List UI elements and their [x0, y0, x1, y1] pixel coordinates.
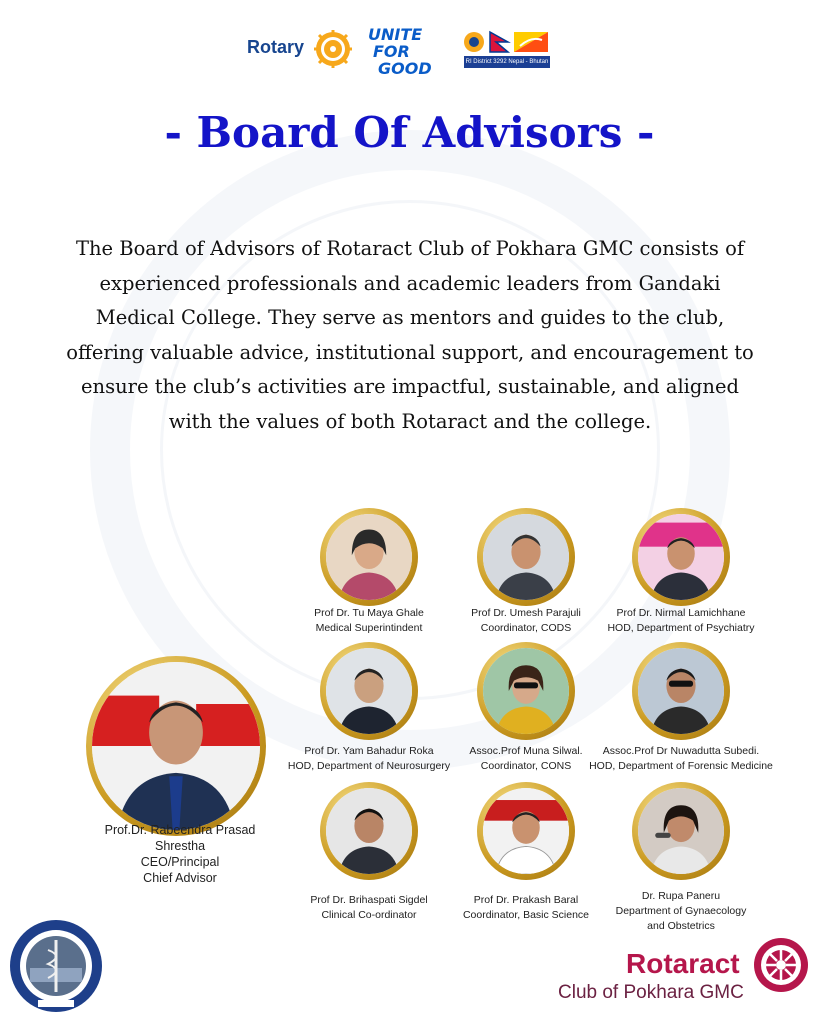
rotary-logo-text: Rotary	[247, 37, 305, 57]
advisor-name: Prof Dr. Nirmal Lamichhane	[616, 607, 746, 619]
portrait-placeholder-icon	[638, 514, 724, 600]
header-logos	[0, 12, 819, 78]
advisor-photo	[477, 642, 575, 740]
advisor-caption	[591, 606, 771, 636]
unite-line-2: FOR	[373, 42, 410, 61]
chief-advisor-name-line-1: Prof.Dr. Rabeendra Prasad	[104, 823, 256, 837]
advisor-name: Prof Dr. Tu Maya Ghale	[314, 607, 424, 619]
advisor-role: HOD, Department of Psychiatry	[607, 622, 755, 634]
rotary-wheel-icon	[313, 29, 353, 69]
advisor-role-continued: and Obstetrics	[647, 920, 715, 932]
district-label: RI District 3292 Nepal - Bhutan	[464, 56, 550, 68]
advisor-role: Clinical Co-ordinator	[321, 909, 417, 921]
advisor-photo	[632, 508, 730, 606]
rotaract-logo-text: Rotaract	[626, 948, 740, 979]
advisor-caption	[446, 606, 606, 636]
advisor-role: Coordinator, CODS	[480, 622, 572, 634]
portrait-placeholder-icon	[638, 648, 724, 734]
chief-advisor-title: CEO/Principal	[140, 855, 220, 869]
rotaract-wheel-icon	[752, 936, 810, 994]
page-title: - Board Of Advisors -	[164, 108, 655, 157]
advisor-caption	[269, 744, 469, 774]
portrait-placeholder-icon	[326, 788, 412, 874]
portrait-placeholder-icon	[92, 662, 260, 830]
portrait-placeholder-icon	[483, 648, 569, 734]
advisor-role: Coordinator, Basic Science	[462, 909, 590, 921]
advisor-caption	[441, 893, 611, 923]
advisor-caption	[289, 893, 449, 923]
rotaract-logo	[556, 934, 816, 1014]
advisor-role: Coordinator, CONS	[480, 760, 572, 772]
chief-advisor-photo	[86, 656, 266, 836]
advisor-photo	[477, 508, 575, 606]
club-name: Club of Pokhara GMC	[558, 982, 744, 1003]
unite-line-3: GOOD	[378, 59, 432, 78]
advisor-name: Prof Dr. Umesh Parajuli	[471, 607, 581, 619]
district-logo	[464, 30, 550, 70]
advisor-name: Assoc.Prof Muna Silwal.	[469, 745, 583, 757]
portrait-placeholder-icon	[483, 788, 569, 874]
intro-paragraph: The Board of Advisors of Rotaract Club of Pokhara GMC consists of experienced professionals and academic leaders from Gandaki Medical College. They serve as mentors and guides to the club, offering valuable advice, institutional support, and encouragement to ensure the club’s activities are impactful, sustainable, and aligned with the values of both Rotaract and the college.	[66, 237, 754, 433]
advisor-role: HOD, Department of Forensic Medicine	[589, 760, 773, 772]
advisor-name: Prof Dr. Prakash Baral	[473, 894, 579, 906]
advisor-name: Dr. Rupa Paneru	[641, 890, 721, 902]
unite-line-1: UNITE	[368, 25, 423, 44]
advisor-caption	[289, 606, 449, 636]
advisor-name: Prof Dr. Yam Bahadur Roka	[304, 745, 434, 757]
portrait-placeholder-icon	[326, 648, 412, 734]
unite-for-good-logo	[368, 26, 458, 77]
chief-advisor-caption	[70, 822, 290, 886]
advisor-photo	[632, 642, 730, 740]
portrait-placeholder-icon	[483, 514, 569, 600]
advisor-name: Prof Dr. Brihaspati Sigdel	[310, 894, 428, 906]
advisor-photo	[320, 642, 418, 740]
portrait-placeholder-icon	[638, 788, 724, 874]
advisor-caption	[591, 889, 771, 934]
chief-advisor-name-line-2: Shrestha	[154, 839, 206, 853]
advisor-photo	[320, 508, 418, 606]
advisor-photo	[632, 782, 730, 880]
portrait-placeholder-icon	[326, 514, 412, 600]
advisor-role: Department of Gynaecology	[615, 905, 747, 917]
advisor-caption	[581, 744, 781, 774]
chief-advisor-role: Chief Advisor	[143, 871, 217, 885]
advisor-name: Assoc.Prof Dr Nuwadutta Subedi.	[602, 745, 760, 757]
advisor-photo	[477, 782, 575, 880]
advisor-role: HOD, Department of Neurosurgery	[287, 760, 451, 772]
advisor-photo	[320, 782, 418, 880]
district-flags-icon	[464, 30, 550, 54]
advisor-role: Medical Superintindent	[315, 622, 423, 634]
college-club-seal-icon	[8, 918, 104, 1014]
